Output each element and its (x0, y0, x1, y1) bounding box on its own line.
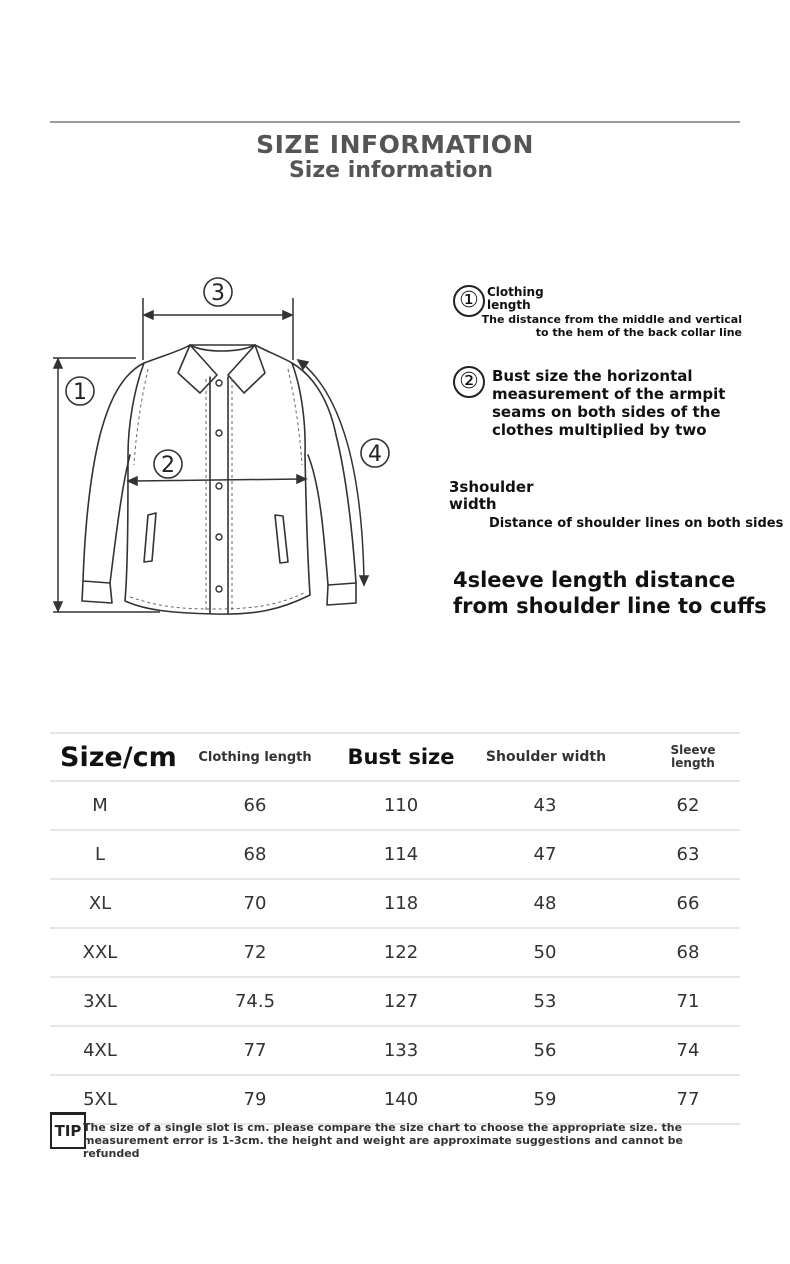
svg-text:3: 3 (211, 281, 225, 306)
legend-1-title: Clothing length (487, 285, 544, 312)
table-header-row (50, 734, 740, 782)
cell-shoulder-width: 53 (533, 991, 557, 1012)
cell-clothing-length: 79 (243, 1089, 267, 1110)
cell-shoulder-width: 50 (533, 942, 557, 963)
marker-4-icon (361, 439, 389, 467)
cell-shoulder-width: 43 (533, 795, 557, 816)
cell-shoulder-width: 47 (533, 844, 557, 865)
cell-size: L (94, 844, 106, 865)
cell-sleeve-length: 71 (676, 991, 700, 1012)
cell-clothing-length: 66 (243, 795, 267, 816)
table-row (50, 880, 740, 929)
cell-shoulder-width: 59 (533, 1089, 557, 1110)
cell-size: 4XL (83, 1040, 117, 1061)
cell-sleeve-length: 63 (676, 844, 700, 865)
size-table (50, 732, 740, 1125)
cell-sleeve-length: 62 (676, 795, 700, 816)
cell-shoulder-width: 48 (533, 893, 557, 914)
cell-clothing-length: 77 (243, 1040, 267, 1061)
marker-1-icon (66, 377, 94, 405)
cell-bust-size: 122 (383, 942, 419, 963)
header-shoulder-width: Shoulder width (485, 749, 607, 765)
cell-bust-size: 110 (383, 795, 419, 816)
cell-size: 3XL (83, 991, 117, 1012)
table-row (50, 831, 740, 880)
header-sleeve-length: Sleeve length (670, 743, 716, 770)
table-row (50, 1076, 740, 1125)
tip-badge: TIP (50, 1115, 86, 1149)
cell-bust-size: 127 (383, 991, 419, 1012)
header-clothing-length: Clothing length (198, 749, 312, 765)
page-subtitle: Size information (288, 158, 494, 183)
legend-1-description: The distance from the middle and vertical to the hem of the back collar line (481, 313, 742, 339)
cell-size: XL (88, 893, 112, 914)
cell-clothing-length: 68 (243, 844, 267, 865)
cell-sleeve-length: 68 (676, 942, 700, 963)
shirt-diagram (40, 265, 410, 625)
legend-1-marker-icon: ① (453, 285, 485, 317)
legend-3-title: 3shoulder width (449, 478, 534, 513)
cell-clothing-length: 70 (243, 893, 267, 914)
cell-clothing-length: 72 (243, 942, 267, 963)
table-row (50, 929, 740, 978)
svg-text:4: 4 (368, 442, 382, 467)
cell-shoulder-width: 56 (533, 1040, 557, 1061)
page-title: SIZE INFORMATION (256, 130, 534, 159)
table-row (50, 782, 740, 831)
legend-2-marker-icon: ② (453, 366, 485, 398)
cell-size: 5XL (83, 1089, 117, 1110)
cell-sleeve-length: 77 (676, 1089, 700, 1110)
table-row (50, 978, 740, 1027)
cell-size: XXL (82, 942, 118, 963)
cell-sleeve-length: 74 (676, 1040, 700, 1061)
header-bust-size: Bust size (347, 745, 455, 769)
svg-text:1: 1 (73, 380, 87, 405)
cell-bust-size: 114 (383, 844, 419, 865)
legend-2-text: Bust size the horizontal measurement of the armpit seams on both sides of the clothes multiplied by two (492, 367, 726, 439)
cell-bust-size: 133 (383, 1040, 419, 1061)
tip-text: The size of a single slot is cm. please compare the size chart to choose the appropriate size. the measurement error is 1-3cm. the height and weight are approximate suggestions and cannot be refunded (83, 1121, 684, 1160)
cell-clothing-length: 74.5 (234, 991, 276, 1012)
table-row (50, 1027, 740, 1076)
marker-3-icon (204, 278, 232, 306)
cell-bust-size: 140 (383, 1089, 419, 1110)
legend-4-text: 4sleeve length distance from shoulder line to cuffs (453, 568, 767, 618)
cell-size: M (92, 795, 108, 816)
cell-sleeve-length: 66 (676, 893, 700, 914)
cell-bust-size: 118 (383, 893, 419, 914)
marker-2-icon (154, 450, 182, 478)
svg-text:2: 2 (161, 453, 175, 478)
legend-3-description: Distance of shoulder lines on both sides (489, 516, 784, 531)
top-divider (50, 121, 740, 123)
header-size: Size/cm (60, 741, 177, 773)
